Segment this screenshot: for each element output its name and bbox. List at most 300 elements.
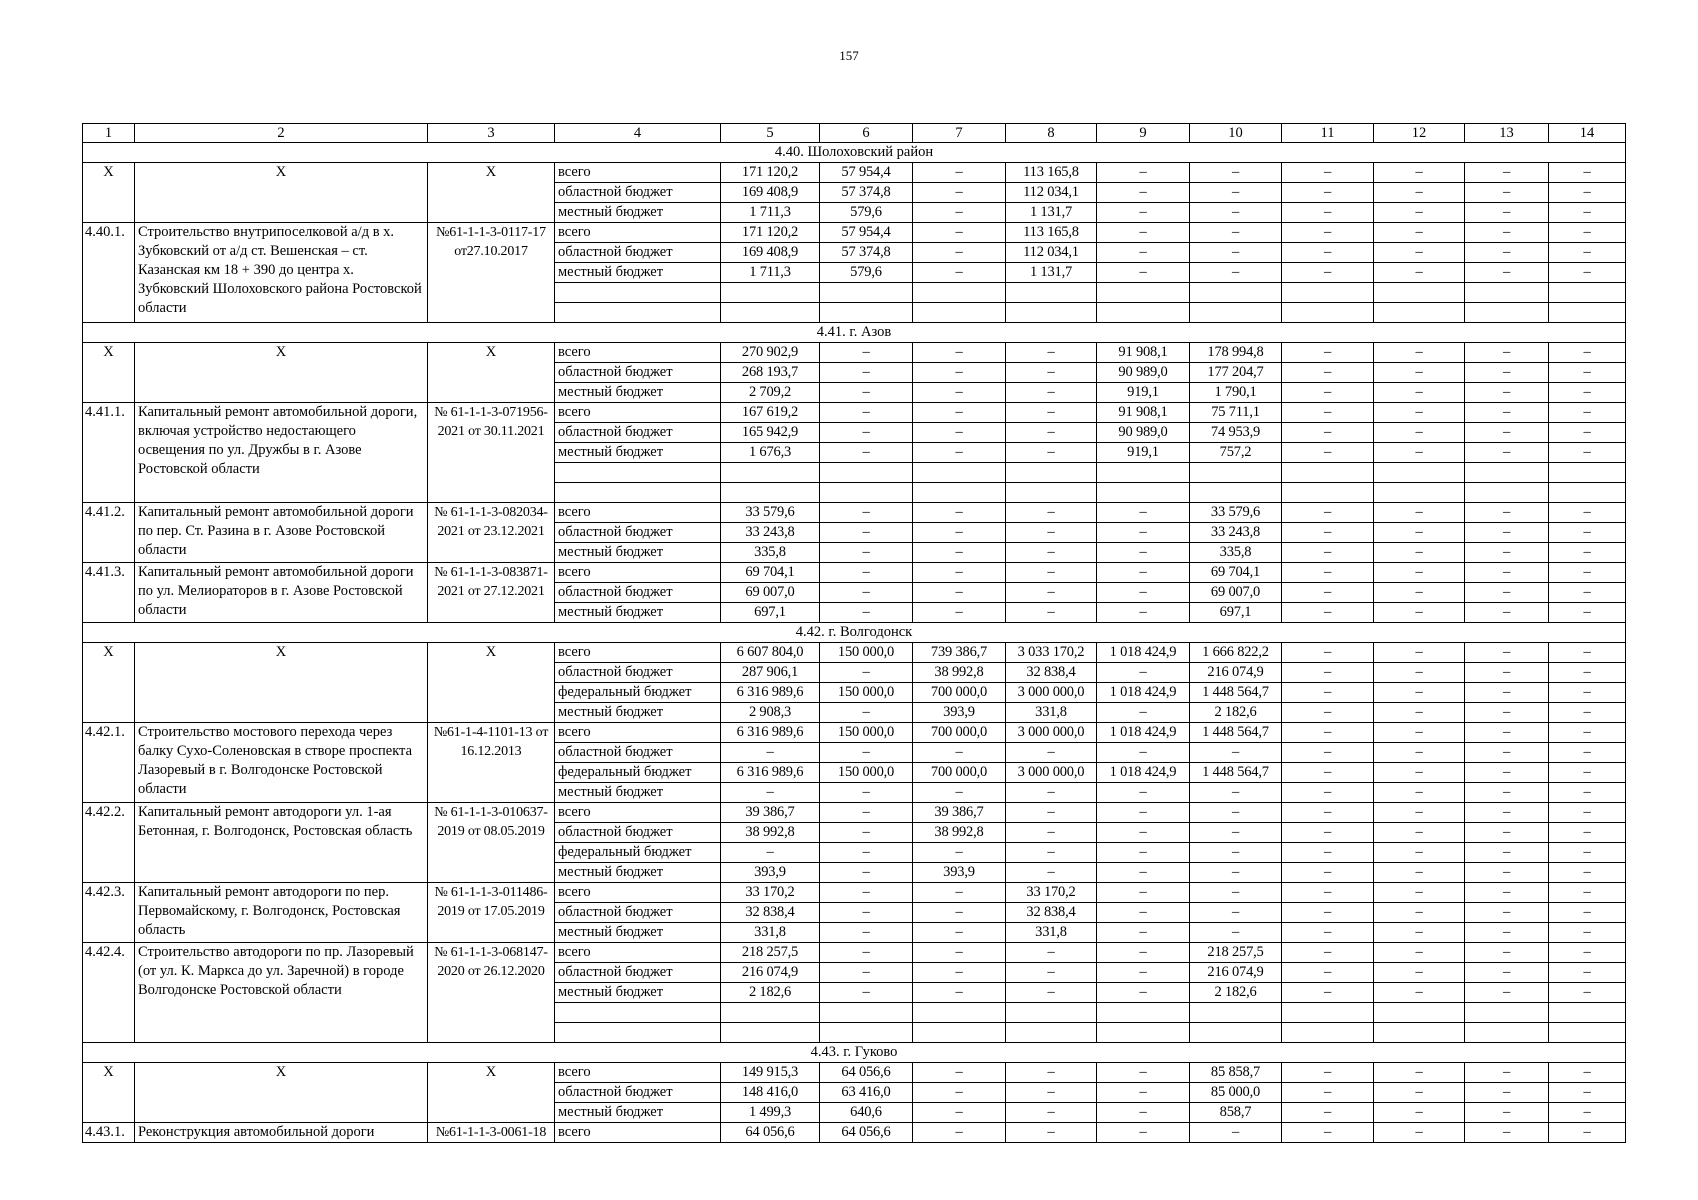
amount-cell: 335,8 bbox=[1190, 543, 1282, 563]
amount-cell: – bbox=[1549, 663, 1626, 683]
amount-cell: – bbox=[820, 603, 913, 623]
funding-source-cell bbox=[555, 483, 721, 503]
amount-cell: 112 034,1 bbox=[1006, 183, 1097, 203]
column-number: 11 bbox=[1282, 124, 1374, 143]
amount-cell: 64 056,6 bbox=[820, 1123, 913, 1143]
amount-cell: – bbox=[1006, 943, 1097, 963]
amount-cell bbox=[721, 283, 820, 303]
amount-cell: – bbox=[913, 563, 1006, 583]
section-heading-row bbox=[83, 143, 1626, 163]
amount-cell: – bbox=[1374, 223, 1465, 243]
amount-cell: – bbox=[1282, 963, 1374, 983]
amount-cell: – bbox=[1374, 343, 1465, 363]
amount-cell: – bbox=[1006, 1083, 1097, 1103]
amount-cell: – bbox=[1465, 223, 1549, 243]
amount-cell: – bbox=[1097, 183, 1190, 203]
funding-source-cell: всего bbox=[555, 563, 721, 583]
amount-cell: 1 131,7 bbox=[1006, 203, 1097, 223]
amount-cell: – bbox=[1006, 1063, 1097, 1083]
project-id-cell: № 61-1-1-3-082034-2021 от 23.12.2021 bbox=[428, 503, 555, 563]
amount-cell: – bbox=[1190, 183, 1282, 203]
amount-cell: 1 018 424,9 bbox=[1097, 643, 1190, 663]
column-number: 4 bbox=[555, 124, 721, 143]
amount-cell bbox=[1006, 283, 1097, 303]
amount-cell: – bbox=[1549, 643, 1626, 663]
amount-cell: 90 989,0 bbox=[1097, 363, 1190, 383]
amount-cell: – bbox=[1549, 163, 1626, 183]
section-heading-row bbox=[83, 323, 1626, 343]
amount-cell: – bbox=[1374, 743, 1465, 763]
amount-cell: – bbox=[1465, 503, 1549, 523]
object-name-cell: X bbox=[135, 163, 428, 223]
amount-cell: 64 056,6 bbox=[721, 1123, 820, 1143]
funding-source-cell: местный бюджет bbox=[555, 923, 721, 943]
amount-cell: – bbox=[1374, 183, 1465, 203]
amount-cell bbox=[1465, 463, 1549, 483]
amount-cell: – bbox=[1282, 923, 1374, 943]
item-number-cell: 4.42.3. bbox=[83, 883, 135, 943]
amount-cell: 33 243,8 bbox=[1190, 523, 1282, 543]
amount-cell: 150 000,0 bbox=[820, 763, 913, 783]
amount-cell: – bbox=[1282, 1083, 1374, 1103]
funding-source-cell: всего bbox=[555, 503, 721, 523]
amount-cell bbox=[913, 1023, 1006, 1043]
amount-cell: 33 243,8 bbox=[721, 523, 820, 543]
amount-cell: 148 416,0 bbox=[721, 1083, 820, 1103]
amount-cell: – bbox=[1097, 903, 1190, 923]
amount-cell: 216 074,9 bbox=[1190, 963, 1282, 983]
amount-cell: – bbox=[1465, 1063, 1549, 1083]
amount-cell: 3 033 170,2 bbox=[1006, 643, 1097, 663]
object-name-cell: Реконструкция автомобильной дороги bbox=[135, 1123, 428, 1143]
amount-cell: – bbox=[820, 703, 913, 723]
funding-source-cell: областной бюджет bbox=[555, 903, 721, 923]
amount-cell bbox=[1465, 1023, 1549, 1043]
project-id-cell: № 61-1-1-3-011486-2019 от 17.05.2019 bbox=[428, 883, 555, 943]
amount-cell: 1 499,3 bbox=[721, 1103, 820, 1123]
funding-source-cell bbox=[555, 1003, 721, 1023]
amount-cell: 757,2 bbox=[1190, 443, 1282, 463]
column-number: 3 bbox=[428, 124, 555, 143]
funding-source-cell: местный бюджет bbox=[555, 863, 721, 883]
amount-cell: 858,7 bbox=[1190, 1103, 1282, 1123]
amount-cell: 150 000,0 bbox=[820, 683, 913, 703]
amount-cell bbox=[1006, 1003, 1097, 1023]
amount-cell: – bbox=[721, 743, 820, 763]
amount-cell: 57 954,4 bbox=[820, 223, 913, 243]
amount-cell: – bbox=[1006, 983, 1097, 1003]
amount-cell bbox=[913, 483, 1006, 503]
amount-cell: – bbox=[1097, 503, 1190, 523]
amount-cell: – bbox=[820, 823, 913, 843]
amount-cell: 2 182,6 bbox=[1190, 983, 1282, 1003]
amount-cell: – bbox=[820, 743, 913, 763]
amount-cell: 69 007,0 bbox=[1190, 583, 1282, 603]
column-number: 13 bbox=[1465, 124, 1549, 143]
amount-cell: – bbox=[1465, 423, 1549, 443]
amount-cell: – bbox=[1006, 863, 1097, 883]
amount-cell: – bbox=[1465, 803, 1549, 823]
amount-cell: 1 448 564,7 bbox=[1190, 683, 1282, 703]
funding-source-cell: федеральный бюджет bbox=[555, 683, 721, 703]
amount-cell: – bbox=[1190, 263, 1282, 283]
amount-cell bbox=[1374, 1003, 1465, 1023]
amount-cell: 216 074,9 bbox=[721, 963, 820, 983]
amount-cell: – bbox=[1190, 223, 1282, 243]
funding-source-cell: областной бюджет bbox=[555, 423, 721, 443]
amount-cell: 33 170,2 bbox=[721, 883, 820, 903]
funding-source-cell: местный бюджет bbox=[555, 543, 721, 563]
amount-cell bbox=[913, 303, 1006, 323]
object-name-cell: Капитальный ремонт автодороги по пер. Первомайскому, г. Волгодонск, Ростовская область bbox=[135, 883, 428, 943]
project-id-cell: №61-1-1-3-0061-18 bbox=[428, 1123, 555, 1143]
column-number: 7 bbox=[913, 124, 1006, 143]
amount-cell: – bbox=[1374, 583, 1465, 603]
column-number: 5 bbox=[721, 124, 820, 143]
amount-cell bbox=[1006, 483, 1097, 503]
item-number-cell: X bbox=[83, 1063, 135, 1123]
amount-cell: – bbox=[1097, 543, 1190, 563]
amount-cell: – bbox=[1190, 163, 1282, 183]
amount-cell: – bbox=[820, 943, 913, 963]
amount-cell: – bbox=[1097, 243, 1190, 263]
amount-cell bbox=[1465, 483, 1549, 503]
project-id-cell: X bbox=[428, 343, 555, 403]
amount-cell: – bbox=[1282, 663, 1374, 683]
amount-cell: 75 711,1 bbox=[1190, 403, 1282, 423]
amount-cell: – bbox=[1282, 343, 1374, 363]
amount-cell bbox=[1097, 303, 1190, 323]
amount-cell bbox=[913, 283, 1006, 303]
amount-cell: – bbox=[1549, 823, 1626, 843]
funding-source-cell: всего bbox=[555, 643, 721, 663]
funding-source-cell bbox=[555, 283, 721, 303]
amount-cell: – bbox=[1006, 363, 1097, 383]
amount-cell: – bbox=[1374, 243, 1465, 263]
section-heading: 4.40. Шолоховский район bbox=[83, 143, 1626, 163]
funding-source-cell: всего bbox=[555, 1063, 721, 1083]
amount-cell: – bbox=[1549, 603, 1626, 623]
amount-cell: – bbox=[1374, 843, 1465, 863]
funding-source-cell: местный бюджет bbox=[555, 983, 721, 1003]
amount-cell: 64 056,6 bbox=[820, 1063, 913, 1083]
amount-cell: – bbox=[1006, 963, 1097, 983]
amount-cell: 57 374,8 bbox=[820, 183, 913, 203]
page-number: 157 bbox=[839, 48, 859, 63]
amount-cell: – bbox=[1006, 743, 1097, 763]
amount-cell: – bbox=[1374, 603, 1465, 623]
funding-source-cell: всего bbox=[555, 403, 721, 423]
amount-cell bbox=[1374, 303, 1465, 323]
amount-cell: – bbox=[1190, 783, 1282, 803]
amount-cell: – bbox=[1282, 743, 1374, 763]
amount-cell bbox=[1549, 1003, 1626, 1023]
object-name-cell: Строительство автодороги по пр. Лазоревый (от ул. К. Маркса до ул. Заречной) в городе Волгодонске Ростовской области bbox=[135, 943, 428, 1043]
amount-cell: – bbox=[1282, 863, 1374, 883]
amount-cell bbox=[820, 463, 913, 483]
amount-cell: 1 790,1 bbox=[1190, 383, 1282, 403]
funding-source-cell: областной бюджет bbox=[555, 183, 721, 203]
item-number-cell: 4.41.1. bbox=[83, 403, 135, 503]
amount-cell: – bbox=[1282, 423, 1374, 443]
amount-cell: – bbox=[1549, 223, 1626, 243]
table-row bbox=[83, 943, 1626, 963]
amount-cell: 3 000 000,0 bbox=[1006, 683, 1097, 703]
amount-cell: 167 619,2 bbox=[721, 403, 820, 423]
amount-cell: 91 908,1 bbox=[1097, 403, 1190, 423]
amount-cell: – bbox=[913, 1103, 1006, 1123]
amount-cell: – bbox=[1465, 883, 1549, 903]
amount-cell: 919,1 bbox=[1097, 383, 1190, 403]
amount-cell: – bbox=[1374, 1083, 1465, 1103]
amount-cell: 697,1 bbox=[721, 603, 820, 623]
amount-cell: – bbox=[1465, 863, 1549, 883]
amount-cell: 393,9 bbox=[721, 863, 820, 883]
amount-cell bbox=[1549, 1023, 1626, 1043]
table-row bbox=[83, 643, 1626, 663]
amount-cell: – bbox=[1374, 723, 1465, 743]
amount-cell: 150 000,0 bbox=[820, 723, 913, 743]
amount-cell: 69 704,1 bbox=[1190, 563, 1282, 583]
amount-cell: 85 858,7 bbox=[1190, 1063, 1282, 1083]
amount-cell: 6 607 804,0 bbox=[721, 643, 820, 663]
amount-cell: – bbox=[1006, 543, 1097, 563]
column-number: 6 bbox=[820, 124, 913, 143]
amount-cell: – bbox=[1465, 263, 1549, 283]
amount-cell: – bbox=[1465, 983, 1549, 1003]
amount-cell bbox=[1006, 303, 1097, 323]
amount-cell: – bbox=[1006, 1103, 1097, 1123]
table-row bbox=[83, 883, 1626, 903]
amount-cell: – bbox=[1190, 1123, 1282, 1143]
object-name-cell: Строительство внутрипоселковой а/д в х. Зубковский от а/д ст. Вешенская – ст. Казанская км 18 + 390 до центра х. Зубковский Шолоховского района Ростовской области bbox=[135, 223, 428, 323]
amount-cell: 33 579,6 bbox=[721, 503, 820, 523]
amount-cell: – bbox=[1374, 503, 1465, 523]
amount-cell: 739 386,7 bbox=[913, 643, 1006, 663]
amount-cell: 218 257,5 bbox=[721, 943, 820, 963]
amount-cell: – bbox=[1190, 803, 1282, 823]
amount-cell: – bbox=[820, 803, 913, 823]
amount-cell: – bbox=[1097, 703, 1190, 723]
amount-cell: 33 579,6 bbox=[1190, 503, 1282, 523]
project-id-cell: №61-1-1-3-0117-17 от27.10.2017 bbox=[428, 223, 555, 323]
amount-cell: 697,1 bbox=[1190, 603, 1282, 623]
amount-cell: – bbox=[913, 223, 1006, 243]
amount-cell: – bbox=[1465, 243, 1549, 263]
amount-cell: – bbox=[1006, 783, 1097, 803]
amount-cell: 393,9 bbox=[913, 863, 1006, 883]
amount-cell: – bbox=[913, 903, 1006, 923]
amount-cell: – bbox=[1465, 963, 1549, 983]
amount-cell: – bbox=[1097, 1083, 1190, 1103]
amount-cell: – bbox=[913, 883, 1006, 903]
amount-cell: – bbox=[1282, 683, 1374, 703]
amount-cell: – bbox=[820, 883, 913, 903]
amount-cell: – bbox=[913, 183, 1006, 203]
item-number-cell: 4.40.1. bbox=[83, 223, 135, 323]
amount-cell: – bbox=[1465, 843, 1549, 863]
table-row bbox=[83, 723, 1626, 743]
amount-cell: – bbox=[1006, 343, 1097, 363]
amount-cell bbox=[1549, 463, 1626, 483]
amount-cell: 69 007,0 bbox=[721, 583, 820, 603]
amount-cell bbox=[721, 303, 820, 323]
amount-cell bbox=[1097, 283, 1190, 303]
project-id-cell: № 61-1-1-3-083871-2021 от 27.12.2021 bbox=[428, 563, 555, 623]
amount-cell: – bbox=[913, 923, 1006, 943]
funding-source-cell: областной бюджет bbox=[555, 743, 721, 763]
amount-cell: – bbox=[1374, 983, 1465, 1003]
amount-cell: – bbox=[1549, 863, 1626, 883]
amount-cell: – bbox=[1006, 443, 1097, 463]
amount-cell: 91 908,1 bbox=[1097, 343, 1190, 363]
table-row bbox=[83, 503, 1626, 523]
amount-cell: – bbox=[1374, 383, 1465, 403]
amount-cell: – bbox=[1282, 1063, 1374, 1083]
amount-cell bbox=[1549, 303, 1626, 323]
amount-cell: – bbox=[913, 963, 1006, 983]
funding-source-cell: всего bbox=[555, 803, 721, 823]
amount-cell: 38 992,8 bbox=[721, 823, 820, 843]
section-heading: 4.42. г. Волгодонск bbox=[83, 623, 1626, 643]
funding-source-cell: всего bbox=[555, 943, 721, 963]
amount-cell: – bbox=[1097, 923, 1190, 943]
amount-cell: – bbox=[1006, 583, 1097, 603]
amount-cell: – bbox=[1549, 883, 1626, 903]
amount-cell: – bbox=[1374, 823, 1465, 843]
object-name-cell: Капитальный ремонт автомобильной дороги по ул. Мелиораторов в г. Азове Ростовской области bbox=[135, 563, 428, 623]
amount-cell: – bbox=[1282, 243, 1374, 263]
amount-cell: – bbox=[1549, 363, 1626, 383]
amount-cell: – bbox=[820, 983, 913, 1003]
amount-cell: 2 908,3 bbox=[721, 703, 820, 723]
amount-cell: – bbox=[820, 783, 913, 803]
table-body bbox=[83, 124, 1626, 1143]
amount-cell: – bbox=[913, 743, 1006, 763]
amount-cell bbox=[1282, 483, 1374, 503]
amount-cell: – bbox=[913, 363, 1006, 383]
amount-cell: – bbox=[820, 383, 913, 403]
amount-cell: – bbox=[913, 523, 1006, 543]
amount-cell: – bbox=[820, 923, 913, 943]
amount-cell: – bbox=[1282, 723, 1374, 743]
amount-cell: – bbox=[913, 203, 1006, 223]
amount-cell: – bbox=[1282, 983, 1374, 1003]
amount-cell: – bbox=[1282, 503, 1374, 523]
amount-cell: – bbox=[1006, 823, 1097, 843]
amount-cell: – bbox=[1097, 163, 1190, 183]
amount-cell: 90 989,0 bbox=[1097, 423, 1190, 443]
amount-cell: – bbox=[913, 163, 1006, 183]
amount-cell: – bbox=[1549, 443, 1626, 463]
object-name-cell: Капитальный ремонт автодороги ул. 1-ая Бетонная, г. Волгодонск, Ростовская область bbox=[135, 803, 428, 883]
amount-cell: 149 915,3 bbox=[721, 1063, 820, 1083]
amount-cell: – bbox=[1549, 403, 1626, 423]
funding-source-cell: областной бюджет bbox=[555, 663, 721, 683]
amount-cell: – bbox=[1097, 223, 1190, 243]
amount-cell: – bbox=[1097, 263, 1190, 283]
amount-cell bbox=[820, 1003, 913, 1023]
amount-cell: 113 165,8 bbox=[1006, 223, 1097, 243]
amount-cell: 32 838,4 bbox=[1006, 903, 1097, 923]
amount-cell: – bbox=[913, 403, 1006, 423]
amount-cell: 3 000 000,0 bbox=[1006, 723, 1097, 743]
section-heading: 4.41. г. Азов bbox=[83, 323, 1626, 343]
funding-source-cell: местный бюджет bbox=[555, 783, 721, 803]
amount-cell: – bbox=[1465, 763, 1549, 783]
amount-cell: 171 120,2 bbox=[721, 163, 820, 183]
amount-cell: – bbox=[1190, 863, 1282, 883]
amount-cell: – bbox=[1374, 543, 1465, 563]
amount-cell: – bbox=[1374, 403, 1465, 423]
amount-cell: – bbox=[1549, 783, 1626, 803]
amount-cell: – bbox=[1374, 523, 1465, 543]
amount-cell: – bbox=[1282, 223, 1374, 243]
amount-cell: 57 954,4 bbox=[820, 163, 913, 183]
project-id-cell: № 61-1-1-3-068147-2020 от 26.12.2020 bbox=[428, 943, 555, 1043]
amount-cell: 169 408,9 bbox=[721, 243, 820, 263]
amount-cell bbox=[1465, 283, 1549, 303]
amount-cell: 1 711,3 bbox=[721, 263, 820, 283]
table-row bbox=[83, 223, 1626, 243]
amount-cell: – bbox=[1190, 743, 1282, 763]
amount-cell bbox=[1282, 463, 1374, 483]
project-id-cell: X bbox=[428, 163, 555, 223]
funding-source-cell: местный бюджет bbox=[555, 263, 721, 283]
amount-cell: – bbox=[1282, 183, 1374, 203]
amount-cell: – bbox=[1282, 883, 1374, 903]
funding-source-cell: местный бюджет bbox=[555, 703, 721, 723]
amount-cell: 6 316 989,6 bbox=[721, 683, 820, 703]
amount-cell: 57 374,8 bbox=[820, 243, 913, 263]
amount-cell: – bbox=[1374, 963, 1465, 983]
amount-cell: – bbox=[1282, 903, 1374, 923]
amount-cell: – bbox=[1006, 383, 1097, 403]
project-id-cell: X bbox=[428, 643, 555, 723]
amount-cell: – bbox=[1465, 723, 1549, 743]
amount-cell: – bbox=[913, 1123, 1006, 1143]
amount-cell: – bbox=[913, 943, 1006, 963]
amount-cell: – bbox=[1006, 523, 1097, 543]
amount-cell: – bbox=[1549, 903, 1626, 923]
amount-cell: – bbox=[820, 863, 913, 883]
amount-cell: – bbox=[1465, 583, 1549, 603]
amount-cell: – bbox=[1006, 603, 1097, 623]
amount-cell bbox=[913, 1003, 1006, 1023]
amount-cell: – bbox=[1374, 443, 1465, 463]
amount-cell: – bbox=[913, 263, 1006, 283]
amount-cell: – bbox=[1465, 903, 1549, 923]
amount-cell bbox=[1190, 1003, 1282, 1023]
amount-cell: – bbox=[1549, 243, 1626, 263]
amount-cell: – bbox=[913, 983, 1006, 1003]
amount-cell: 331,8 bbox=[1006, 923, 1097, 943]
amount-cell: – bbox=[1465, 1103, 1549, 1123]
item-number-cell: 4.42.2. bbox=[83, 803, 135, 883]
amount-cell: 287 906,1 bbox=[721, 663, 820, 683]
object-name-cell: Строительство мостового перехода через балку Сухо-Соленовская в створе проспекта Лазоревый в г. Волгодонске Ростовской области bbox=[135, 723, 428, 803]
amount-cell: – bbox=[1282, 843, 1374, 863]
amount-cell: – bbox=[1097, 663, 1190, 683]
amount-cell bbox=[1374, 283, 1465, 303]
amount-cell: – bbox=[1549, 943, 1626, 963]
amount-cell: 1 711,3 bbox=[721, 203, 820, 223]
amount-cell bbox=[721, 463, 820, 483]
amount-cell: 216 074,9 bbox=[1190, 663, 1282, 683]
amount-cell: 171 120,2 bbox=[721, 223, 820, 243]
amount-cell: – bbox=[1190, 823, 1282, 843]
section-heading: 4.43. г. Гуково bbox=[83, 1043, 1626, 1063]
